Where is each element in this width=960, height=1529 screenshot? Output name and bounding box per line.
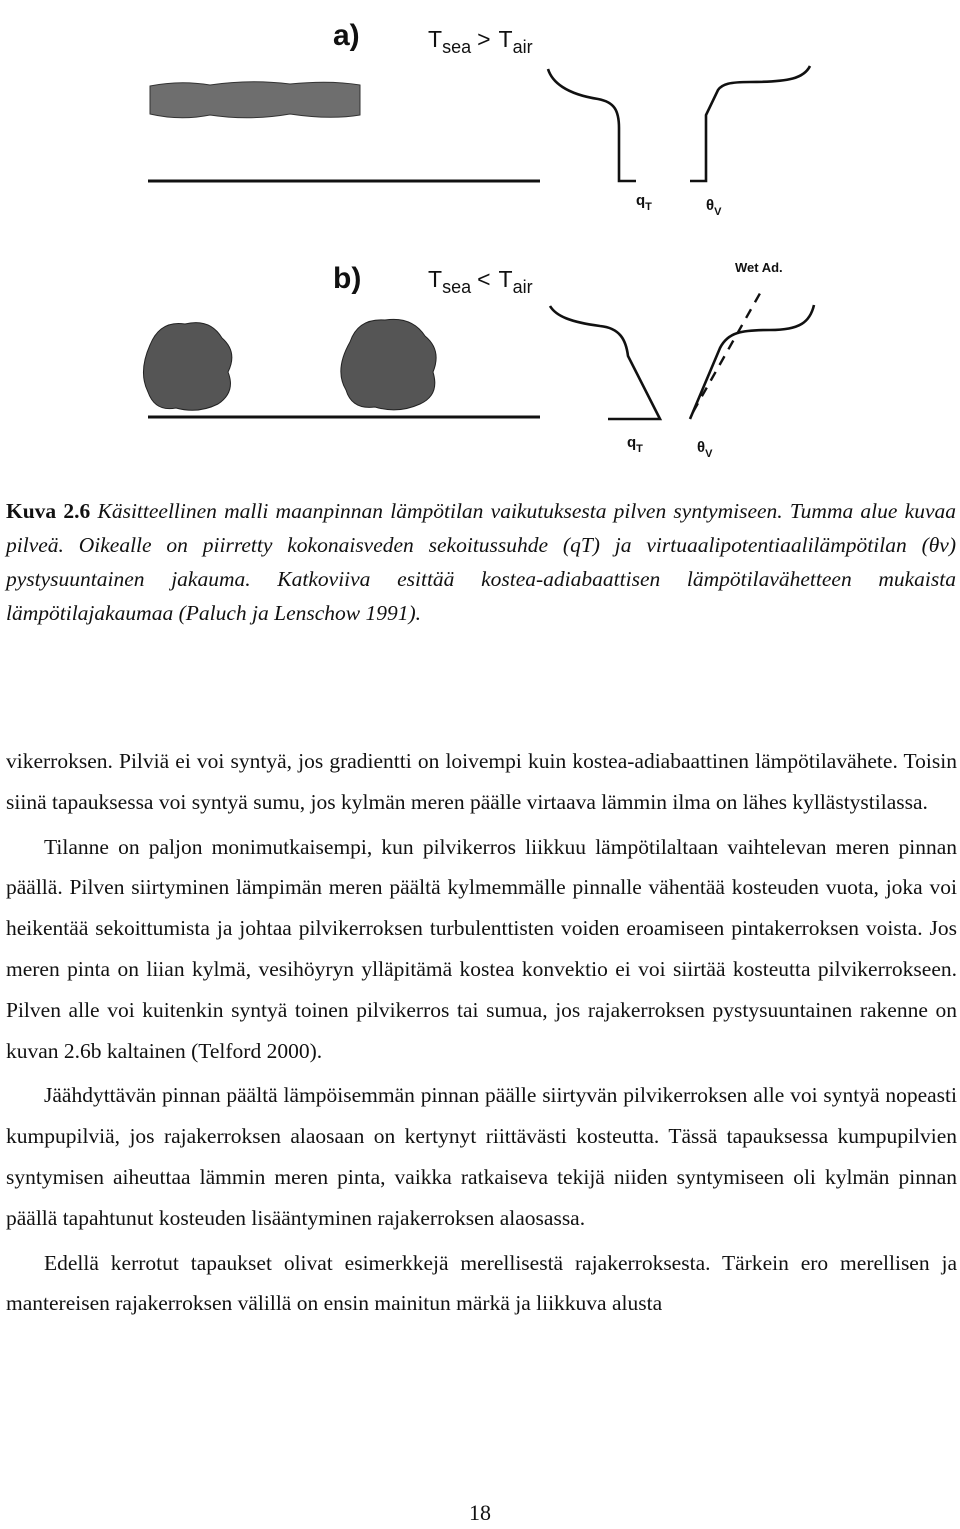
paragraph-4: Edellä kerrotut tapaukset olivat esimerkkejä merellisestä rajakerroksesta. Tärkein ero merellisen ja mantereisen rajakerroksen välillä on ensin mainitun märkä ja liikkuva alusta <box>6 1250 957 1316</box>
panel-a-label: a) <box>333 19 360 52</box>
wet-adiabat-dashed-line <box>693 288 763 412</box>
panel-b-condition: $T_{sea} < T_{air}$ <box>428 266 533 297</box>
theta-v-label-b: $\theta_V$ <box>697 439 713 460</box>
panel-a-condition: $T_{sea} > T_{air}$ <box>428 26 533 57</box>
figure-2-6 <box>0 0 960 480</box>
qt-label-a: $q_T$ <box>636 192 652 213</box>
body-text <box>6 741 957 1324</box>
paragraph-2: Tilanne on paljon monimutkaisempi, kun pilvikerros liikkuu lämpötilaltaan vaihtelevan meren pinnan päällä. Pilven siirtyminen lämpimän meren päältä kylmemmälle pinnalle vähentää kosteuden vuota, joka voi heikentää sekoittumista ja johtaa pilvikerroksen turbulenttisten voiden eroamiseen pintakerroksen voista. Jos meren pinta on liian kylmä, vesihöyryn ylläpitämä kostea konvektio ei voi siirtää kosteutta pilvikerrokseen. Pilven alle voi kuitenkin syntyä toinen pilvikerros tai sumua, jos rajakerroksen pystysuuntainen rakenne on kuvan 2.6b kaltainen (Telford 2000). <box>6 834 957 1063</box>
cumulus-cloud-left <box>143 323 231 411</box>
stratus-cloud <box>150 82 360 118</box>
paragraph-1: vikerroksen. Pilviä ei voi syntyä, jos gradientti on loivempi kuin kostea-adiabaattinen lämpötilavähete. Toisin siinä tapauksessa voi syntyä sumu, jos kylmän meren päälle virtaava lämmin ilma on lähes kyllästystilassa. <box>6 749 957 814</box>
caption-text: Käsitteellinen malli maanpinnan lämpötilan vaikutuksesta pilven syntymiseen. Tumma alue kuvaa pilveä. Oikealle on piirretty kokonaisveden sekoitussuhde (qT) ja virtuaalipotentiaalilämpötilan (θv) pystysuuntainen jakauma. Katkoviiva esittää kostea-adiabaattisen lämpötilavähetteen mukaista lämpötilajakaumaa (Paluch ja Lenschow 1991). <box>6 499 956 625</box>
cumulus-cloud-right <box>341 319 436 410</box>
qt-profile-b <box>550 306 660 419</box>
theta-v-label-a: $\theta_V$ <box>706 197 722 218</box>
paragraph-3: Jäähdyttävän pinnan päältä lämpöisemmän pinnan päälle siirtyvän pilvikerroksen alle voi syntyä nopeasti kumpupilviä, jos rajakerroksen alaosaan on kertynyt riittävästi kosteutta. Tässä tapauksessa kumpupilvien syntymisen aiheuttaa lämmin meren pinta, vaikka ratkaiseva tekijä niiden syntymiseen oli kylmän pinnan päällä tapahtunut kosteuden lisääntyminen rajakerroksen alaosassa. <box>6 1083 957 1230</box>
theta-v-profile-b <box>690 305 814 419</box>
qt-label-b: $q_T$ <box>627 434 643 455</box>
panel-b <box>143 260 814 460</box>
qt-profile-a <box>548 69 636 181</box>
figure-caption <box>6 494 956 630</box>
panel-b-label: b) <box>333 262 362 295</box>
caption-label: Kuva 2.6 <box>6 499 91 523</box>
theta-v-profile-a <box>690 66 810 181</box>
panel-a <box>148 19 810 218</box>
wet-adiabat-annotation: Wet Ad. <box>735 260 783 275</box>
page-number: 18 <box>469 1500 491 1525</box>
